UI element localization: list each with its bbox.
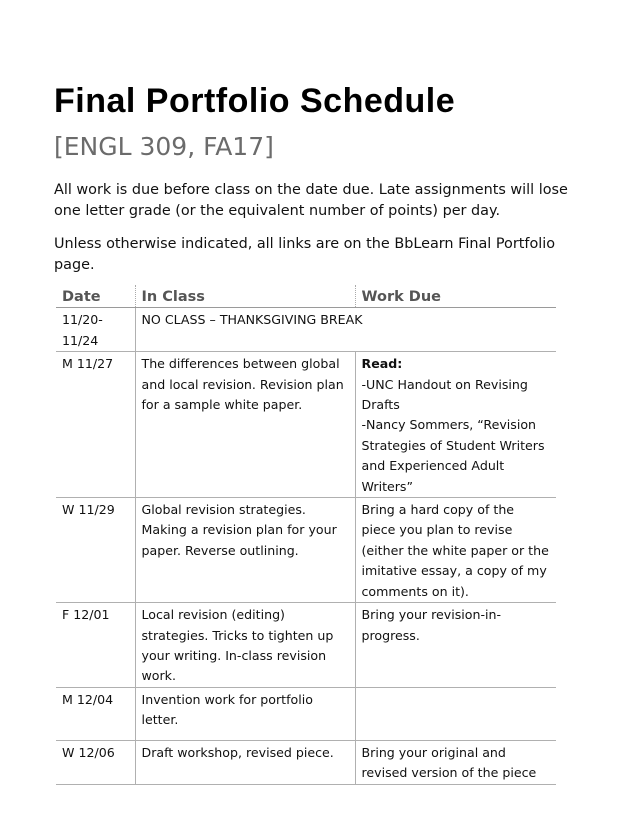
work-due-cell: Bring your original and revised version of the piece <box>355 740 556 784</box>
course-subtitle: [ENGL 309, FA17] <box>54 132 274 161</box>
table-row <box>56 740 556 784</box>
table-row <box>56 352 556 498</box>
table-header-row <box>56 285 556 308</box>
work-due-cell <box>355 352 556 498</box>
in-class-cell: The differences between global and local revision. Revision plan for a sample white paper. <box>135 352 355 498</box>
in-class-cell: Global revision strategies. Making a revision plan for your paper. Reverse outlining. <box>135 498 355 603</box>
page-title: Final Portfolio Schedule <box>54 82 456 120</box>
header-date: Date <box>56 285 135 308</box>
date-cell: 11/20-11/24 <box>56 308 135 352</box>
late-policy-paragraph: All work is due before class on the date due. Late assignments will lose one letter grade (or the equivalent number of points) per day. <box>54 182 568 219</box>
date-cell: W 12/06 <box>56 740 135 784</box>
reading-item: -Nancy Sommers, “Revision Strategies of Student Writers and Experienced Adult Writers” <box>361 417 545 494</box>
table-row <box>56 687 556 740</box>
in-class-cell <box>135 308 556 352</box>
date-cell: F 12/01 <box>56 603 135 688</box>
break-notice: NO CLASS – THANKSGIVING BREAK <box>141 312 363 328</box>
table-row <box>56 498 556 603</box>
table-row <box>56 308 556 352</box>
date-cell: M 12/04 <box>56 687 135 740</box>
header-in-class: In Class <box>135 285 355 308</box>
header-work-due: Work Due <box>355 285 556 308</box>
read-label: Read: <box>361 356 403 372</box>
work-due-cell: Bring your revision-in-progress. <box>355 603 556 688</box>
in-class-cell: Invention work for portfolio letter. <box>135 687 355 740</box>
reading-item: -UNC Handout on Revising Drafts <box>361 376 528 413</box>
work-due-cell: Bring a hard copy of the piece you plan to revise (either the white paper or the imitative essay, a copy of my comments on it). <box>355 498 556 603</box>
in-class-cell: Local revision (editing) strategies. Tricks to tighten up your writing. In-class revision work. <box>135 603 355 688</box>
date-cell: W 11/29 <box>56 498 135 603</box>
schedule-table <box>56 285 556 785</box>
work-due-cell <box>355 687 556 740</box>
date-cell: M 11/27 <box>56 352 135 498</box>
in-class-cell: Draft workshop, revised piece. <box>135 740 355 784</box>
links-note-paragraph: Unless otherwise indicated, all links are on the BbLearn Final Portfolio page. <box>54 236 556 273</box>
table-row <box>56 603 556 688</box>
